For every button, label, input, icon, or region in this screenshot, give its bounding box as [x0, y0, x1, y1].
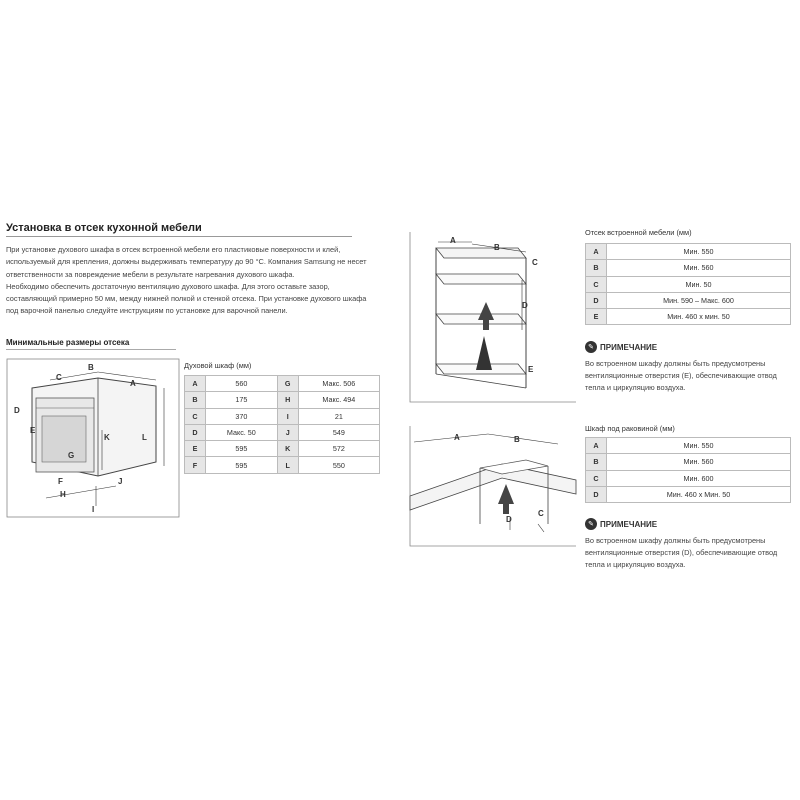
note-heading-label: ПРИМЕЧАНИЕ	[600, 342, 658, 352]
label-A: A	[454, 433, 460, 442]
label-A: A	[450, 236, 456, 245]
note-line: тепла и циркуляцию воздуха.	[585, 383, 686, 393]
dimension-value-cell: 550	[298, 457, 379, 473]
label-F: F	[58, 477, 63, 486]
label-D: D	[14, 406, 20, 415]
table-row	[586, 309, 791, 325]
label-J: J	[118, 477, 123, 486]
table-row	[185, 408, 380, 424]
note-line: тепла и циркуляцию воздуха.	[585, 560, 686, 570]
cabinet-top	[436, 248, 526, 258]
label-C: C	[56, 373, 62, 382]
section-title: Установка в отсек кухонной мебели	[6, 222, 202, 234]
dimension-value-cell: Мин. 600	[607, 470, 791, 486]
dimension-value-cell: Макс. 50	[206, 424, 278, 440]
table-row	[586, 292, 791, 308]
cabinet-shelf-top	[436, 274, 526, 284]
table-row	[185, 392, 380, 408]
dimension-key-cell: B	[185, 392, 206, 408]
dimension-key-cell: J	[277, 424, 298, 440]
dimension-value-cell: Макс. 506	[298, 376, 379, 392]
oven-table-caption: Духовой шкаф (мм)	[184, 361, 252, 370]
dimension-key-cell: E	[185, 441, 206, 457]
note-heading-1	[585, 341, 657, 353]
dimension-value-cell: 175	[206, 392, 278, 408]
label-B: B	[514, 435, 520, 444]
dimension-value-cell: Мин. 460 x мин. 50	[607, 309, 791, 325]
dimension-key-cell: B	[586, 454, 607, 470]
dimension-key-cell: A	[586, 438, 607, 454]
table-row	[586, 454, 791, 470]
table-row	[586, 276, 791, 292]
table-row	[185, 376, 380, 392]
label-H: H	[60, 490, 66, 499]
oven-dimension-table	[184, 375, 380, 474]
dimension-value-cell: Мин. 560	[607, 260, 791, 276]
oven-door-window	[42, 416, 86, 462]
dimension-key-cell: D	[586, 292, 607, 308]
dimension-value-cell: 21	[298, 408, 379, 424]
dimension-key-cell: A	[185, 376, 206, 392]
table-row	[586, 260, 791, 276]
dimension-key-cell: C	[586, 276, 607, 292]
dimension-value-cell: 370	[206, 408, 278, 424]
dimension-value-cell: Мин. 560	[607, 454, 791, 470]
cabinet-dimension-table	[585, 243, 791, 325]
airflow-arrow-up	[498, 484, 514, 514]
dimension-key-cell: E	[586, 309, 607, 325]
dimension-key-cell: G	[277, 376, 298, 392]
note-text-2	[585, 535, 790, 572]
note-line: вентиляционные отверстия (E), обеспечивающие отвод	[585, 371, 777, 381]
dimension-key-cell: D	[185, 424, 206, 440]
label-A: A	[130, 379, 136, 388]
dimension-value-cell: Мин. 550	[607, 244, 791, 260]
table-row	[185, 441, 380, 457]
oven-dimension-diagram	[6, 358, 180, 518]
note-line: вентиляционные отверстия (D), обеспечивающие отвод	[585, 548, 778, 558]
pencil-note-icon: ✎	[585, 341, 597, 353]
dimension-key-cell: H	[277, 392, 298, 408]
note-heading-2	[585, 518, 657, 530]
dimension-value-cell: Мин. 50	[607, 276, 791, 292]
cabinet-dimension-diagram	[408, 230, 578, 406]
intro-line: При установке духового шкафа в отсек встроенной мебели его пластиковые поверхности и клей,	[6, 245, 341, 254]
label-E: E	[30, 426, 36, 435]
dimension-value-cell: Мин. 590 – Макс. 600	[607, 292, 791, 308]
dimension-key-cell: C	[185, 408, 206, 424]
label-L: L	[142, 433, 147, 442]
intro-line: под варочной панелью следуйте инструкциям по установке для варочной панели.	[6, 306, 288, 316]
label-E: E	[528, 365, 534, 374]
airflow-arrow-up	[478, 302, 494, 330]
table-row	[586, 486, 791, 502]
intro-line: ответственности за повреждение мебели в результате нагревания духового шкафа.	[6, 269, 295, 279]
subtitle-divider	[6, 349, 176, 350]
dimension-key-cell: C	[586, 470, 607, 486]
label-K: K	[104, 433, 110, 442]
intro-text	[6, 244, 382, 318]
table-row	[185, 424, 380, 440]
sink-table-caption: Шкаф под раковиной (мм)	[585, 424, 675, 433]
label-I: I	[92, 505, 95, 514]
sink-dimension-table	[585, 437, 791, 503]
note-line: Во встроенном шкафу должны быть предусмотрены	[585, 536, 766, 545]
note-line: Во встроенном шкафу должны быть предусмотрены	[585, 359, 766, 368]
dimension-key-cell: L	[277, 457, 298, 473]
label-D: D	[522, 301, 528, 310]
dimension-value-cell: 560	[206, 376, 278, 392]
dimension-value-cell: Мин. 460 x Мин. 50	[607, 486, 791, 502]
dimension-value-cell: 595	[206, 441, 278, 457]
dimension-value-cell: 595	[206, 457, 278, 473]
dimension-key-cell: K	[277, 441, 298, 457]
label-C: C	[538, 509, 544, 518]
intro-line: используемый для крепления, должны выдерживать температуру до 90 °C. Компания Samsung не несет	[6, 257, 367, 267]
dimension-value-cell: 549	[298, 424, 379, 440]
table-row	[185, 457, 380, 473]
table-row	[586, 470, 791, 486]
note-text-1	[585, 358, 790, 395]
dimension-key-cell: A	[586, 244, 607, 260]
table-row	[586, 244, 791, 260]
label-G: G	[68, 451, 75, 460]
label-D: D	[506, 515, 512, 524]
dimension-key-cell: I	[277, 408, 298, 424]
pencil-note-icon: ✎	[585, 518, 597, 530]
dimension-key-cell: B	[586, 260, 607, 276]
intro-line: составляющий примерно 50 мм, между нижней полкой и стенкой отсека. При установке духового шкафа	[6, 294, 367, 304]
dimension-value-cell: Мин. 550	[607, 438, 791, 454]
dimension-value-cell: 572	[298, 441, 379, 457]
label-C: C	[532, 258, 538, 267]
dimension-key-cell: D	[586, 486, 607, 502]
dimension-key-cell: F	[185, 457, 206, 473]
intro-line: Необходимо обеспечить достаточную вентиляцию духового шкафа. Для этого оставьте зазор,	[6, 281, 330, 291]
title-divider	[6, 236, 352, 237]
table-row	[586, 438, 791, 454]
note-heading-label: ПРИМЕЧАНИЕ	[600, 519, 658, 529]
dimension-value-cell: Макс. 494	[298, 392, 379, 408]
label-B: B	[88, 363, 94, 372]
sink-cabinet-dimension-diagram	[408, 424, 578, 548]
min-dims-title: Минимальные размеры отсека	[6, 338, 130, 347]
label-B: B	[494, 243, 500, 252]
airflow-arrow-vent	[476, 336, 492, 370]
cabinet-table-caption: Отсек встроенной мебели (мм)	[585, 228, 692, 237]
